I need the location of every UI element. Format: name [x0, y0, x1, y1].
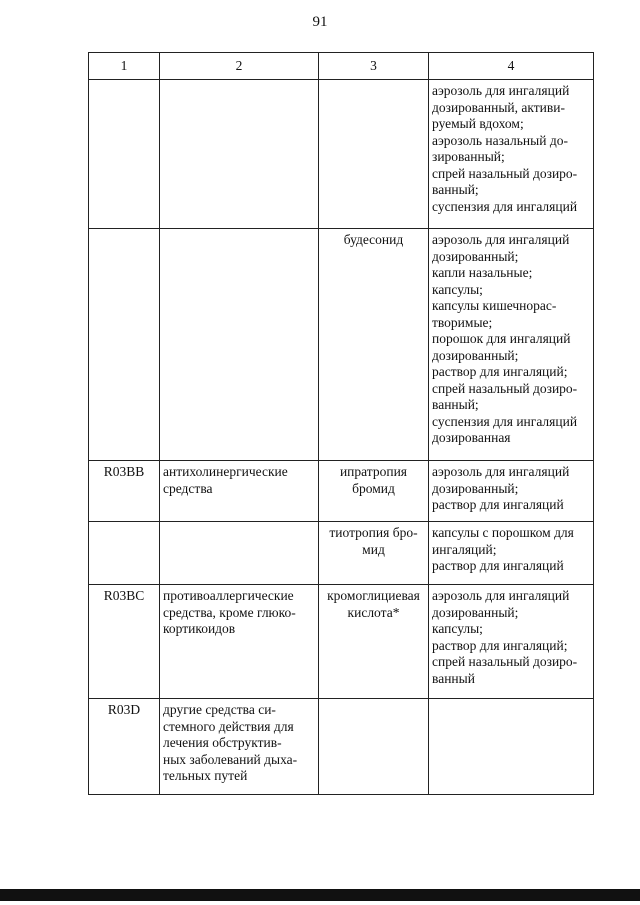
table-row: [89, 585, 594, 699]
group-cell: [160, 229, 319, 461]
table-row: [89, 461, 594, 522]
dosage-form-cell: [429, 699, 594, 795]
table-row: [89, 522, 594, 585]
scan-edge-bar: [0, 889, 640, 901]
atc-code-cell: R03BB: [89, 461, 160, 522]
group-cell: антихолинергические средства: [160, 461, 319, 522]
dosage-form-cell: аэрозоль для ингаляций дозированный; раствор для ингаляций: [429, 461, 594, 522]
inn-cell: [319, 699, 429, 795]
dosage-form-cell: аэрозоль для ингаляций дозированный; капли назальные; капсулы; капсулы кишечнорас- творимые; порошок для ингаляций дозированный; раствор для ингаляций; спрей назальный дозиро- ванный; суспензия для ингаляций дозированная: [429, 229, 594, 461]
group-cell: противоаллергические средства, кроме глюко- кортикоидов: [160, 585, 319, 699]
inn-cell: [319, 80, 429, 229]
table-header-row: [89, 53, 594, 80]
dosage-form-cell: капсулы с порошком для ингаляций; раствор для ингаляций: [429, 522, 594, 585]
column-header-3: 3: [319, 53, 429, 80]
group-cell: [160, 522, 319, 585]
table-row: [89, 699, 594, 795]
atc-code-cell: R03D: [89, 699, 160, 795]
column-header-1: 1: [89, 53, 160, 80]
page-number: 91: [312, 14, 328, 30]
group-cell: [160, 80, 319, 229]
group-cell: другие средства си- стемного действия для лечения обструктив- ных заболеваний дыха- тельных путей: [160, 699, 319, 795]
inn-cell: ипратропия бромид: [319, 461, 429, 522]
table-row: [89, 80, 594, 229]
atc-code-cell: [89, 229, 160, 461]
table-row: [89, 229, 594, 461]
column-header-2: 2: [160, 53, 319, 80]
inn-cell: будесонид: [319, 229, 429, 461]
inn-cell: тиотропия бро- мид: [319, 522, 429, 585]
atc-code-cell: [89, 522, 160, 585]
column-header-4: 4: [429, 53, 594, 80]
atc-code-cell: [89, 80, 160, 229]
drug-table: [88, 52, 594, 795]
dosage-form-cell: аэрозоль для ингаляций дозированный; капсулы; раствор для ингаляций; спрей назальный дозиро- ванный: [429, 585, 594, 699]
dosage-form-cell: аэрозоль для ингаляций дозированный, активи- руемый вдохом; аэрозоль назальный до- зированный; спрей назальный дозиро- ванный; суспензия для ингаляций: [429, 80, 594, 229]
atc-code-cell: R03BC: [89, 585, 160, 699]
inn-cell: кромоглициевая кислота*: [319, 585, 429, 699]
